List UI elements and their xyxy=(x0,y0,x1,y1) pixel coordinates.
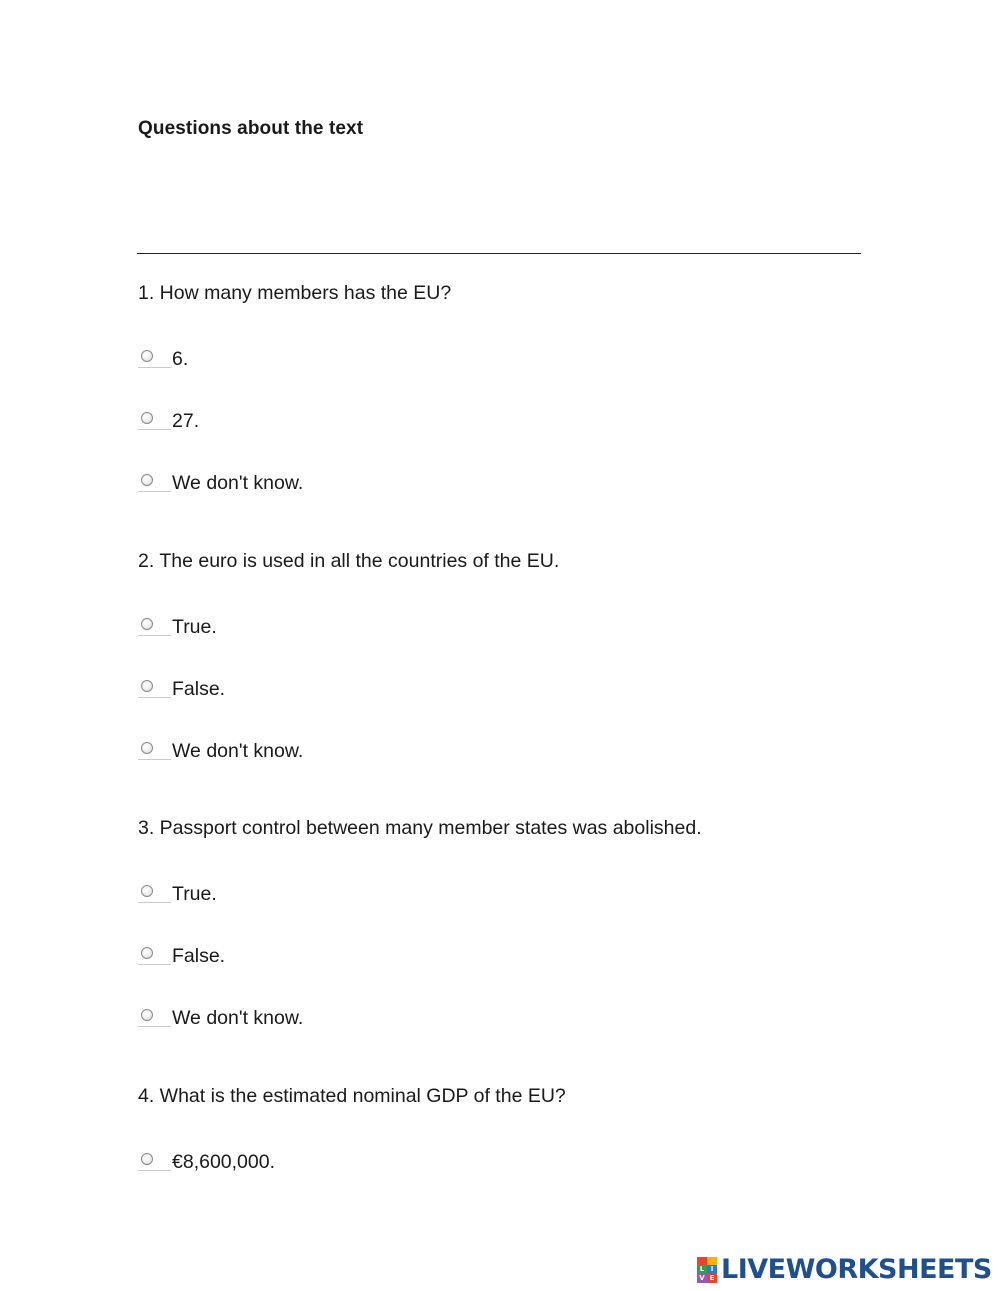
radio-button[interactable] xyxy=(141,885,153,897)
radio-underline xyxy=(138,902,171,903)
option-label: True. xyxy=(172,616,217,638)
radio-button[interactable] xyxy=(141,350,153,362)
radio-button[interactable] xyxy=(141,947,153,959)
option-label: False. xyxy=(172,945,226,967)
option-q2-b[interactable] xyxy=(138,678,538,712)
radio-underline xyxy=(138,491,171,492)
radio-button[interactable] xyxy=(141,618,153,630)
worksheet-title: Questions about the text xyxy=(138,118,364,139)
option-label: €8,600,000. xyxy=(172,1151,276,1173)
radio-underline xyxy=(138,697,171,698)
radio-underline xyxy=(138,429,171,430)
radio-underline xyxy=(138,367,171,368)
radio-button[interactable] xyxy=(141,474,153,486)
liveworksheets-logo-icon xyxy=(697,1257,717,1283)
option-q1-b[interactable] xyxy=(138,410,538,444)
radio-button[interactable] xyxy=(141,680,153,692)
brand-name: LIVEWORKSHEETS xyxy=(721,1254,992,1285)
radio-button[interactable] xyxy=(141,742,153,754)
radio-underline xyxy=(138,759,171,760)
logo-letter: L xyxy=(697,1265,707,1274)
option-label: 27. xyxy=(172,410,200,432)
option-label: 6. xyxy=(172,348,189,370)
question-4: 4. What is the estimated nominal GDP of the EU? xyxy=(138,1085,566,1107)
radio-underline xyxy=(138,1026,171,1027)
radio-button[interactable] xyxy=(141,1009,153,1021)
liveworksheets-brand xyxy=(697,1255,992,1285)
option-q3-c[interactable] xyxy=(138,1007,538,1041)
question-2: 2. The euro is used in all the countries of the EU. xyxy=(138,550,560,572)
option-label: False. xyxy=(172,678,226,700)
question-3: 3. Passport control between many member states was abolished. xyxy=(138,817,702,839)
radio-underline xyxy=(138,635,171,636)
logo-block xyxy=(697,1257,707,1265)
logo-letter: I xyxy=(707,1265,717,1274)
option-label: We don't know. xyxy=(172,740,304,762)
option-q2-c[interactable] xyxy=(138,740,538,774)
logo-block xyxy=(707,1257,717,1265)
divider xyxy=(137,253,861,254)
option-q3-a[interactable] xyxy=(138,883,538,917)
question-1: 1. How many members has the EU? xyxy=(138,282,452,304)
radio-underline xyxy=(138,1170,171,1171)
logo-letter: V xyxy=(697,1274,707,1283)
option-q2-a[interactable] xyxy=(138,616,538,650)
logo-letter: E xyxy=(707,1274,717,1283)
radio-underline xyxy=(138,964,171,965)
option-q1-a[interactable] xyxy=(138,348,538,382)
radio-button[interactable] xyxy=(141,412,153,424)
option-label: We don't know. xyxy=(172,1007,304,1029)
option-q1-c[interactable] xyxy=(138,472,538,506)
option-label: True. xyxy=(172,883,217,905)
radio-button[interactable] xyxy=(141,1153,153,1165)
option-q3-b[interactable] xyxy=(138,945,538,979)
option-q4-a[interactable] xyxy=(138,1151,538,1185)
option-label: We don't know. xyxy=(172,472,304,494)
